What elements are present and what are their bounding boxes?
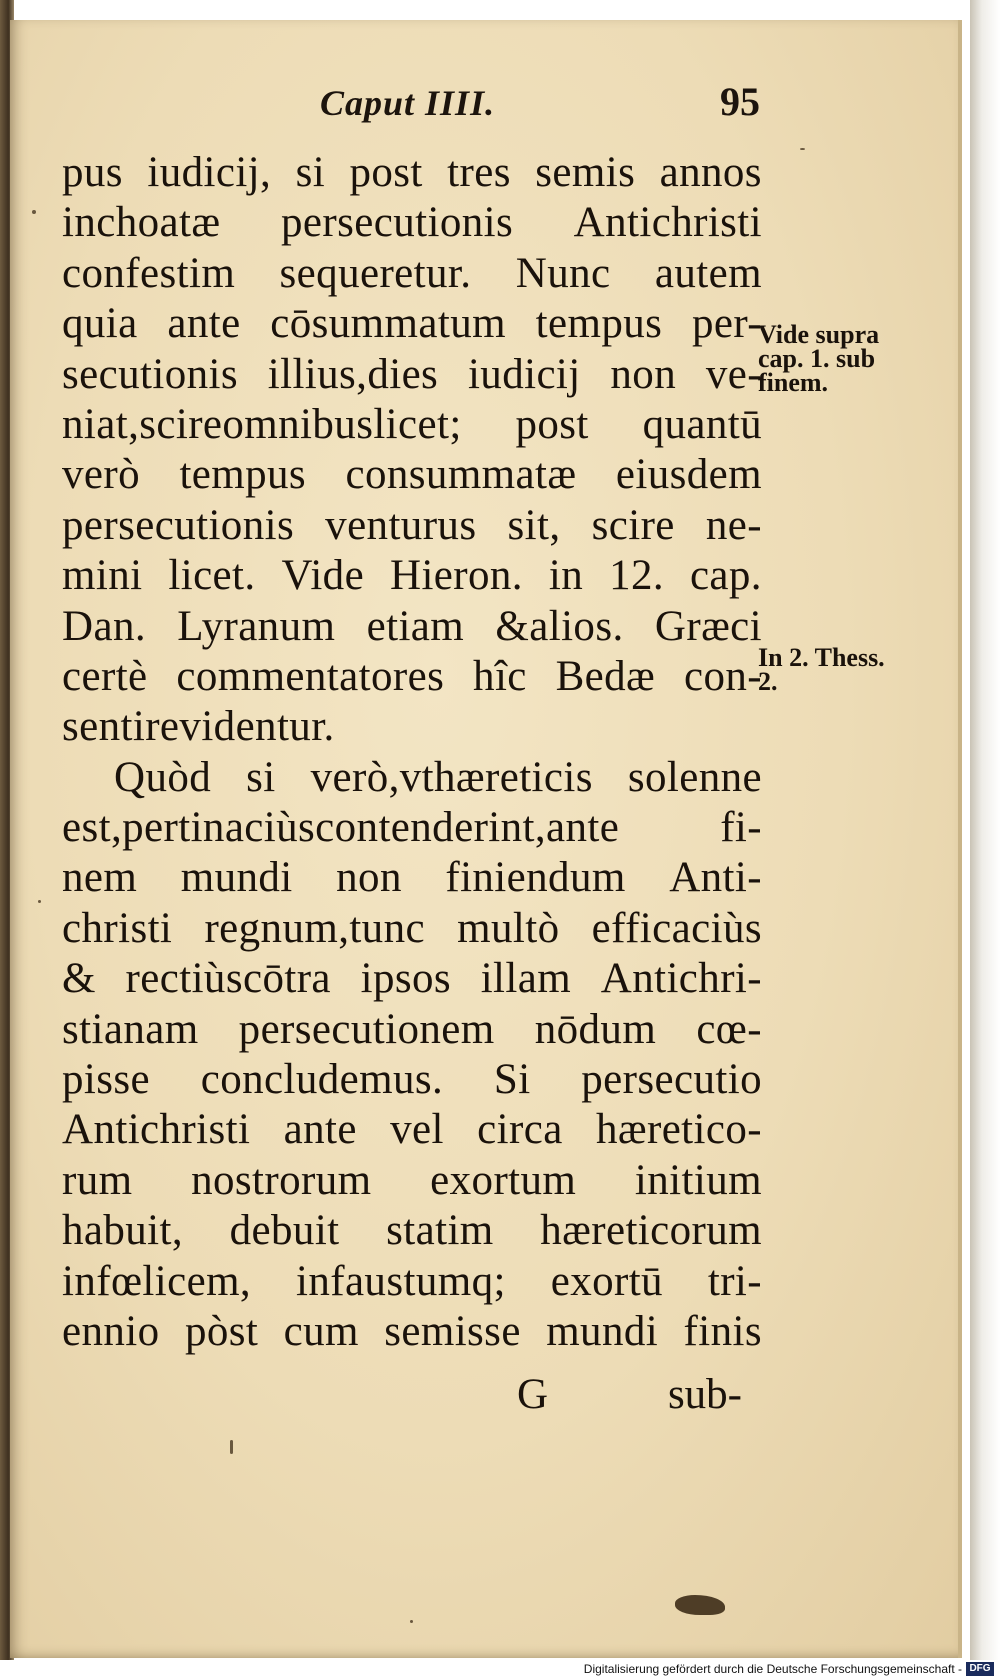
word: fi- bbox=[720, 804, 762, 852]
word: verò bbox=[62, 451, 141, 499]
body-text bbox=[62, 148, 762, 1357]
word: tri- bbox=[707, 1257, 762, 1305]
marginal-note-line: In 2. Thess. bbox=[758, 643, 885, 672]
word: exortum bbox=[430, 1156, 577, 1204]
word: post bbox=[349, 149, 423, 196]
word: cōsummatum bbox=[270, 300, 506, 348]
word: infaustumq; bbox=[295, 1257, 506, 1305]
word: annos bbox=[659, 149, 762, 196]
word: initium bbox=[634, 1156, 762, 1204]
word: finiendum bbox=[445, 854, 626, 902]
word: ve- bbox=[705, 350, 762, 398]
word: tempus bbox=[535, 300, 663, 348]
word: hîc bbox=[473, 652, 527, 700]
text-line bbox=[62, 1257, 762, 1307]
text-line bbox=[62, 702, 762, 752]
paper-speck bbox=[410, 1620, 413, 1623]
word: ipsos bbox=[360, 955, 452, 1003]
word: Dan. bbox=[62, 602, 146, 650]
text-line bbox=[62, 400, 762, 450]
word: 12. bbox=[609, 552, 665, 600]
footer bbox=[0, 1661, 1000, 1679]
catchword-line bbox=[62, 1370, 742, 1420]
word: per- bbox=[692, 300, 762, 348]
word: Hieron. bbox=[390, 552, 523, 600]
text-line bbox=[62, 753, 762, 803]
running-head: Caput IIII. bbox=[320, 83, 496, 123]
text-line bbox=[62, 299, 762, 349]
text-line bbox=[62, 450, 762, 500]
word: statim bbox=[386, 1207, 494, 1255]
word: pus bbox=[62, 149, 123, 196]
word: Anti- bbox=[669, 854, 762, 902]
text-line bbox=[62, 350, 762, 400]
word: hæreticorum bbox=[540, 1207, 762, 1255]
word: con- bbox=[683, 652, 762, 700]
word: iudicij, bbox=[147, 149, 272, 196]
text-line bbox=[62, 249, 762, 299]
text-line bbox=[62, 1055, 762, 1105]
word: cap. bbox=[689, 552, 762, 600]
paper-speck bbox=[38, 900, 41, 903]
paper-speck bbox=[230, 1440, 233, 1454]
word: inchoatæ bbox=[62, 199, 221, 247]
word: efficaciùs bbox=[591, 904, 762, 952]
word: semis bbox=[535, 149, 636, 196]
word: scire bbox=[591, 501, 675, 549]
word: persecutionis bbox=[62, 501, 295, 549]
word: illius,dies bbox=[267, 350, 439, 398]
word: Quòd bbox=[114, 753, 212, 801]
catchword: sub- bbox=[667, 1371, 742, 1418]
word: Si bbox=[493, 1056, 531, 1104]
dfg-logo: DFG bbox=[966, 1662, 994, 1676]
word: commentatores bbox=[176, 652, 445, 700]
text-line bbox=[62, 652, 762, 702]
text-line bbox=[62, 501, 762, 551]
word: nem bbox=[62, 854, 138, 902]
word: Nunc bbox=[515, 249, 611, 297]
word: semisse bbox=[384, 1307, 521, 1355]
page-number: 95 bbox=[720, 79, 760, 124]
text-line bbox=[62, 1156, 762, 1206]
word: verò,vthæreticis bbox=[310, 753, 593, 801]
word: Antichri- bbox=[600, 955, 762, 1003]
word: ennio bbox=[62, 1307, 160, 1355]
word: multò bbox=[457, 904, 560, 952]
word: autem bbox=[654, 249, 762, 297]
word: &alios. bbox=[495, 602, 624, 650]
word: vel bbox=[390, 1106, 444, 1154]
text-line bbox=[62, 148, 762, 198]
word: & bbox=[62, 955, 96, 1003]
text-line bbox=[62, 1005, 762, 1055]
marginal-note-line: 2. bbox=[758, 667, 778, 696]
word: ante bbox=[283, 1106, 357, 1154]
marginal-note bbox=[758, 643, 885, 696]
text-line bbox=[62, 551, 762, 601]
word: secutionis bbox=[62, 350, 238, 398]
word: sequeretur. bbox=[279, 249, 472, 297]
word: hæretico- bbox=[596, 1106, 762, 1154]
word: Vide bbox=[281, 552, 365, 600]
word: confestim bbox=[62, 249, 236, 297]
word: cœ- bbox=[696, 1005, 762, 1053]
word: ne- bbox=[705, 501, 762, 549]
word: etiam bbox=[366, 602, 465, 650]
word: certè bbox=[62, 652, 148, 700]
marginal-note-line: Vide supra bbox=[758, 320, 880, 349]
word: persecutionis bbox=[281, 199, 514, 247]
word: rectiùscōtra bbox=[125, 955, 331, 1003]
page-edge-shadow bbox=[970, 0, 1000, 1660]
word: tempus bbox=[179, 451, 307, 499]
word: circa bbox=[477, 1106, 563, 1154]
word: venturus bbox=[325, 501, 477, 549]
text-line bbox=[62, 904, 762, 954]
word: consummatæ bbox=[345, 451, 577, 499]
word: tres bbox=[447, 149, 511, 196]
word: habuit, bbox=[62, 1207, 184, 1255]
word: stianam bbox=[62, 1005, 199, 1053]
text-line bbox=[62, 1307, 762, 1357]
word: quia bbox=[62, 300, 138, 348]
word: christi bbox=[62, 904, 173, 952]
word: concludemus. bbox=[200, 1056, 444, 1104]
word: Bedæ bbox=[555, 652, 656, 700]
word: persecutionem bbox=[238, 1005, 495, 1053]
marginal-note bbox=[758, 320, 880, 397]
word: finis bbox=[683, 1307, 762, 1355]
word: nōdum bbox=[534, 1005, 657, 1053]
word: persecutio bbox=[581, 1056, 762, 1104]
word: sentirevidentur. bbox=[62, 703, 335, 751]
paper-speck bbox=[675, 1595, 725, 1615]
paper-speck bbox=[800, 148, 805, 150]
word: nostrorum bbox=[191, 1156, 372, 1204]
word: debuit bbox=[229, 1207, 340, 1255]
word: mini bbox=[62, 552, 143, 600]
text-line bbox=[62, 602, 762, 652]
word: solenne bbox=[627, 753, 762, 801]
signature-mark: G bbox=[517, 1371, 549, 1418]
text-line bbox=[62, 803, 762, 853]
word: Antichristi bbox=[573, 199, 762, 247]
word: regnum,tunc bbox=[204, 904, 425, 952]
marginal-note-line: cap. 1. sub bbox=[758, 344, 876, 373]
text-line bbox=[62, 954, 762, 1004]
word: licet. bbox=[168, 552, 256, 600]
paper-speck bbox=[32, 210, 36, 214]
word: ante bbox=[167, 300, 241, 348]
word: niat,scireomnibuslicet; bbox=[62, 400, 462, 448]
word: quantū bbox=[642, 400, 762, 448]
text-line bbox=[62, 1206, 762, 1256]
word: rum bbox=[62, 1156, 133, 1204]
word: cum bbox=[283, 1307, 359, 1355]
text-line bbox=[62, 853, 762, 903]
word: pisse bbox=[62, 1056, 150, 1104]
word: infœlicem, bbox=[62, 1257, 252, 1305]
word: Lyranum bbox=[177, 602, 336, 650]
word: post bbox=[515, 400, 589, 448]
word: Antichristi bbox=[62, 1106, 251, 1154]
word: exortū bbox=[550, 1257, 663, 1305]
word: non bbox=[610, 350, 677, 398]
word: iudicij bbox=[467, 350, 581, 398]
word: illam bbox=[480, 955, 572, 1003]
word: eiusdem bbox=[615, 451, 762, 499]
word: Græci bbox=[654, 602, 762, 650]
word: sit, bbox=[507, 501, 561, 549]
word: in bbox=[548, 552, 584, 600]
funding-credit: Digitalisierung gefördert durch die Deutsche Forschungsgemeinschaft - bbox=[583, 1662, 962, 1676]
word: non bbox=[336, 854, 402, 902]
word: est,pertinaciùscontenderint,ante bbox=[62, 804, 620, 852]
word: pòst bbox=[184, 1307, 259, 1355]
text-line bbox=[62, 198, 762, 248]
word: si bbox=[295, 149, 326, 196]
word: si bbox=[246, 753, 276, 801]
word: mundi bbox=[180, 854, 293, 902]
marginal-note-line: finem. bbox=[758, 368, 829, 397]
word: mundi bbox=[546, 1307, 659, 1355]
page-header bbox=[320, 78, 760, 138]
text-line bbox=[62, 1105, 762, 1155]
